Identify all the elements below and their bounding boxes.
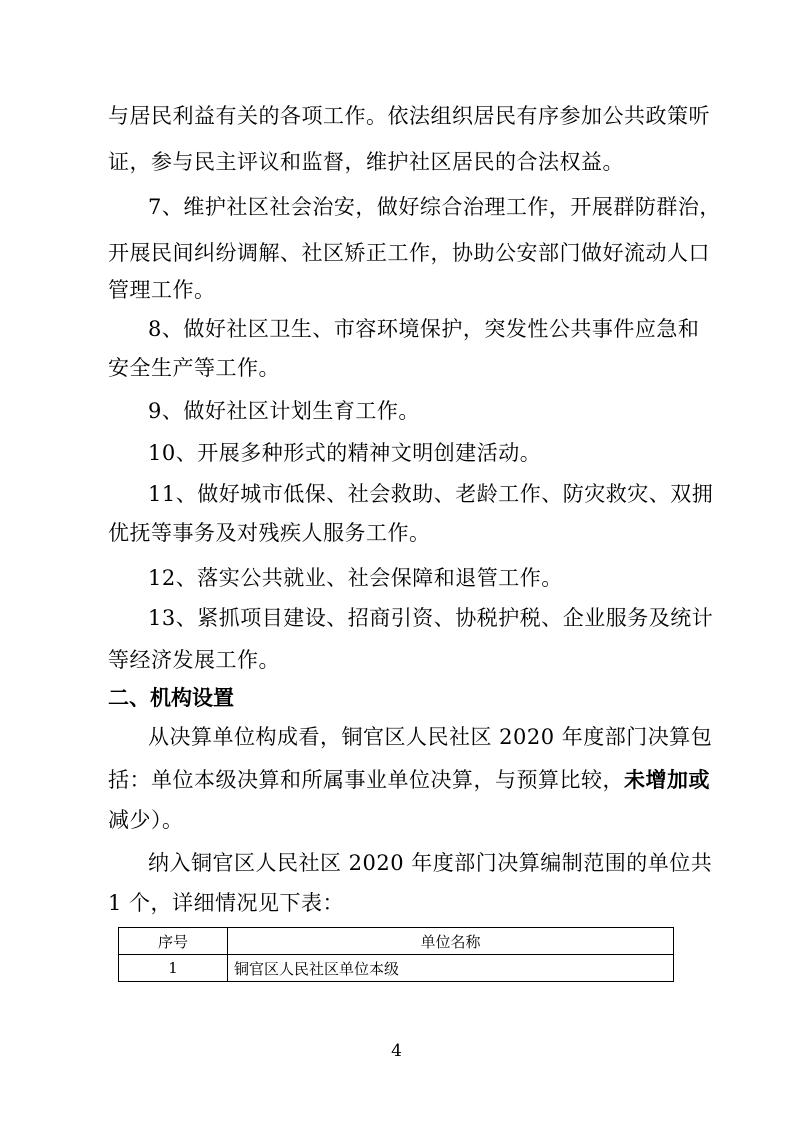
item-12: 12、落实公共就业、社会保障和退管工作。	[148, 566, 563, 590]
item-13-line-1: 13、紧抓项目建设、招商引资、协税护税、企业服务及统计	[148, 606, 714, 630]
table-cell-number: 1	[119, 955, 228, 982]
item-8-line-2: 安全生产等工作。	[108, 356, 280, 380]
text-line: 证，参与民主评议和监督，维护社区居民的合法权益。	[108, 150, 624, 174]
section-2-para-1-line-2	[108, 765, 710, 795]
section-2-para-1-line-3: 减少）。	[108, 808, 184, 832]
section-2-para-1-line-1: 从决算单位构成看，铜官区人民社区 2020 年度部门决算包	[148, 725, 713, 749]
table-header-row	[119, 928, 674, 955]
section-2-para-2-line-1: 纳入铜官区人民社区 2020 年度部门决算编制范围的单位共	[148, 851, 713, 875]
page-number: 4	[391, 1041, 402, 1061]
section-2-para-2-line-2: 1 个，详细情况见下表：	[108, 891, 345, 915]
item-10: 10、开展多种形式的精神文明创建活动。	[148, 441, 542, 465]
table-cell-unit-name: 铜官区人民社区单位本级	[228, 955, 674, 982]
column-header-unit-name: 单位名称	[228, 928, 674, 955]
item-7-line-3: 管理工作。	[108, 278, 216, 302]
column-header-number: 序号	[119, 928, 228, 955]
item-13-line-2: 等经济发展工作。	[108, 648, 280, 672]
section-heading: 二、机构设置	[108, 686, 234, 710]
item-11-line-2: 优抚等事务及对残疾人服务工作。	[108, 521, 431, 545]
text-line: 与居民利益有关的各项工作。依法组织居民有序参加公共政策听	[108, 104, 710, 128]
item-8-line-1: 8、做好社区卫生、市容环境保护，突发性公共事件应急和	[148, 317, 700, 341]
unit-table	[118, 927, 674, 982]
para-text: 括：单位本级决算和所属事业单位决算，与预算比较，	[108, 768, 624, 792]
item-9: 9、做好社区计划生育工作。	[148, 399, 420, 423]
table-row	[119, 955, 674, 982]
item-7-line-2: 开展民间纠纷调解、社区矫正工作，协助公安部门做好流动人口	[108, 241, 710, 265]
para-bold-text: 未增加或	[624, 767, 710, 792]
item-11-line-1: 11、做好城市低保、社会救助、老龄工作、防灾救灾、双拥	[148, 482, 714, 506]
item-7-line-1: 7、维护社区社会治安，做好综合治理工作，开展群防群治，	[148, 195, 721, 219]
